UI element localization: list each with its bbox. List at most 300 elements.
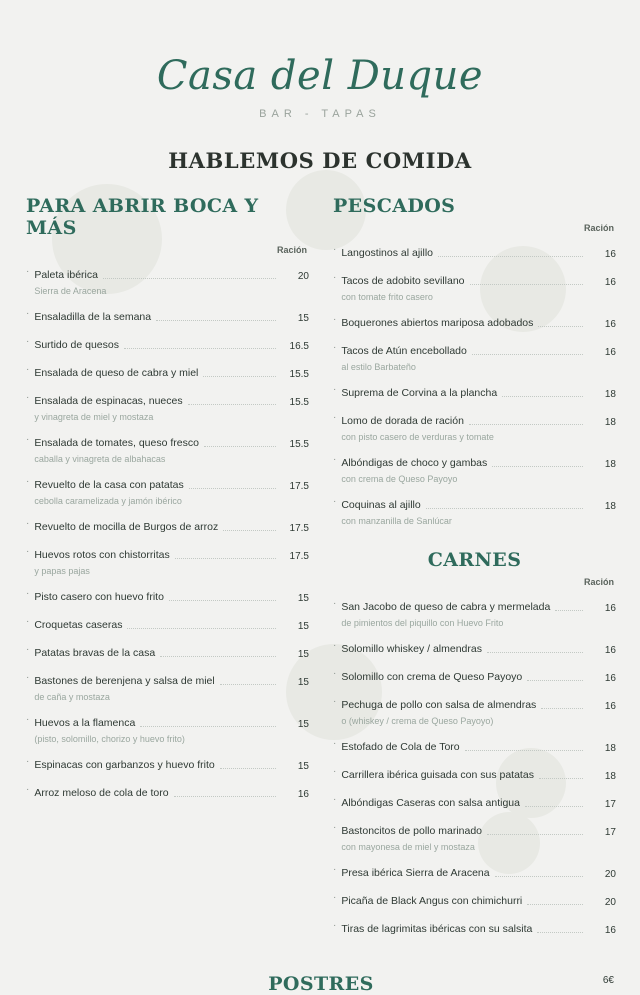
leader-dots	[527, 904, 583, 905]
page-title: HABLEMOS DE COMIDA	[168, 148, 472, 173]
menu-item-line	[341, 271, 616, 289]
menu-item-description: (pisto, solomillo, chorizo y huevo frito)	[34, 734, 185, 744]
menu-item-name: Coquinas al ajillo	[341, 499, 421, 511]
menu-item-price: 16	[604, 249, 616, 260]
bullet-icon: ·	[26, 714, 30, 725]
menu-item-line	[34, 517, 309, 535]
menu-item-price: 15	[297, 761, 309, 772]
menu-item-name: Estofado de Cola de Toro	[341, 741, 460, 753]
menu-item-price: 16.5	[289, 341, 309, 352]
leader-dots	[527, 680, 583, 681]
leader-dots	[188, 404, 276, 405]
bullet-icon: ·	[26, 434, 30, 445]
menu-item-name-block	[341, 863, 489, 881]
menu-item-body	[34, 713, 309, 745]
bullet-icon: ·	[26, 392, 30, 403]
menu-item-description: caballa y vinagreta de albahacas	[34, 454, 166, 464]
menu-item-price: 18	[604, 459, 616, 470]
menu-item-price: 16	[604, 277, 616, 288]
menu-item-price: 17.5	[289, 523, 309, 534]
bullet-icon: ·	[333, 668, 337, 679]
menu-item-body	[34, 335, 309, 353]
menu-item-price: 15	[297, 313, 309, 324]
menu-item-price: 16	[604, 701, 616, 712]
menu-item-name-block	[34, 363, 198, 381]
menu-item-body	[341, 667, 616, 685]
menu-item-name-block	[341, 411, 464, 429]
leader-dots	[160, 656, 276, 657]
bullet-icon: ·	[333, 766, 337, 777]
menu-item-price: 15	[297, 649, 309, 660]
menu-item-name: Pechuga de pollo con salsa de almendras	[341, 699, 537, 711]
menu-item-body	[34, 545, 309, 577]
menu-item-body	[34, 363, 309, 381]
left-column	[26, 195, 309, 947]
menu-item-price: 16	[297, 789, 309, 800]
menu-item-body	[341, 271, 616, 303]
ration-label: Ración	[583, 577, 614, 587]
leader-dots	[124, 348, 276, 349]
bullet-icon: ·	[333, 342, 337, 353]
menu-item-body	[34, 391, 309, 423]
menu-item	[333, 411, 616, 443]
menu-item-line	[341, 667, 616, 685]
menu-item-name: Albóndigas de choco y gambas	[341, 457, 488, 469]
menu-item-body	[34, 433, 309, 465]
leader-dots	[470, 284, 583, 285]
menu-item-line	[341, 453, 616, 471]
brand-header	[0, 0, 640, 120]
menu-item-name: Arroz meloso de cola de toro	[34, 787, 169, 799]
menu-item-body	[34, 783, 309, 801]
menu-item-name: Suprema de Corvina a la plancha	[341, 387, 498, 399]
menu-item-body	[341, 891, 616, 909]
menu-item-price: 16	[604, 347, 616, 358]
postres-section	[0, 973, 640, 995]
leader-dots	[472, 354, 583, 355]
menu-item-line	[34, 643, 309, 661]
menu-item-name-block	[341, 667, 522, 685]
bullet-icon: ·	[333, 272, 337, 283]
section-title-pescados: PESCADOS	[333, 195, 456, 217]
menu-item-name: San Jacobo de queso de cabra y mermelada	[341, 601, 551, 613]
menu-item-body	[34, 265, 309, 297]
menu-item	[333, 313, 616, 331]
menu-item-name: Bastoncitos de pollo marinado	[341, 825, 483, 837]
menu-item	[333, 597, 616, 629]
menu-item	[333, 271, 616, 303]
menu-item-name: Picaña de Black Angus con chimichurri	[341, 895, 523, 907]
menu-item-body	[34, 517, 309, 535]
menu-item-price: 18	[604, 771, 616, 782]
menu-item-line	[34, 335, 309, 353]
menu-item	[26, 783, 309, 801]
menu-item-name-block	[341, 765, 534, 783]
menu-item-price: 18	[604, 389, 616, 400]
menu-item-body	[34, 671, 309, 703]
menu-item	[26, 363, 309, 381]
right-column	[333, 195, 616, 947]
menu-item-name-block	[34, 783, 168, 801]
bullet-icon: ·	[26, 756, 30, 767]
menu-columns	[0, 195, 640, 947]
menu-item-line	[341, 313, 616, 331]
menu-item-line	[341, 639, 616, 657]
menu-item	[333, 765, 616, 783]
menu-item-price: 15	[297, 621, 309, 632]
menu-item-description: de pimientos del piquillo con Huevo Frito	[341, 618, 504, 628]
menu-item-body	[341, 695, 616, 727]
menu-item-line	[341, 919, 616, 937]
menu-item-description: con mayonesa de miel y mostaza	[341, 842, 475, 852]
menu-item-name-block	[341, 383, 497, 401]
menu-item-name-block	[341, 821, 482, 839]
menu-item-name: Croquetas caseras	[34, 619, 123, 631]
menu-item	[333, 639, 616, 657]
leader-dots	[189, 488, 276, 489]
menu-item-name-block	[34, 643, 155, 661]
menu-item-line	[34, 307, 309, 325]
menu-item-body	[341, 919, 616, 937]
menu-item-body	[341, 313, 616, 331]
menu-item-name-block	[341, 695, 536, 713]
menu-item-line	[341, 765, 616, 783]
menu-item	[26, 307, 309, 325]
menu-item-name-block	[34, 307, 151, 325]
menu-item-name-block	[341, 495, 420, 513]
bullet-icon: ·	[333, 412, 337, 423]
menu-item-name: Huevos a la flamenca	[34, 717, 136, 729]
bullet-icon: ·	[333, 640, 337, 651]
leader-dots	[469, 424, 583, 425]
leader-dots	[492, 466, 583, 467]
bullet-icon: ·	[26, 518, 30, 529]
menu-item-name: Solomillo con crema de Queso Payoyo	[341, 671, 523, 683]
menu-item-price: 20	[604, 897, 616, 908]
bullet-icon: ·	[26, 588, 30, 599]
menu-item-name: Paleta ibérica	[34, 269, 98, 281]
menu-item	[333, 341, 616, 373]
menu-item	[333, 891, 616, 909]
menu-item-body	[34, 475, 309, 507]
menu-item-description: con crema de Queso Payoyo	[341, 474, 458, 484]
bullet-icon: ·	[26, 546, 30, 557]
menu-item-line	[34, 391, 309, 409]
menu-item-name: Bastones de berenjena y salsa de miel	[34, 675, 215, 687]
menu-item-line	[34, 755, 309, 773]
ration-label: Ración	[276, 245, 307, 255]
menu-item-name: Huevos rotos con chistorritas	[34, 549, 170, 561]
leader-dots	[220, 684, 276, 685]
menu-item-line	[34, 713, 309, 731]
menu-item-body	[34, 587, 309, 605]
menu-item-name-block	[34, 545, 169, 563]
menu-item-description: Sierra de Aracena	[34, 286, 107, 296]
restaurant-tagline: BAR - TAPAS	[259, 108, 381, 120]
leader-dots	[103, 278, 276, 279]
menu-item-price: 16	[604, 925, 616, 936]
menu-item-price: 15.5	[289, 397, 309, 408]
postres-price: 6€	[602, 975, 614, 986]
leader-dots	[502, 396, 583, 397]
leader-dots	[438, 256, 583, 257]
menu-item-name-block	[341, 453, 487, 471]
bullet-icon: ·	[333, 496, 337, 507]
ration-header-carnes	[333, 577, 616, 587]
leader-dots	[220, 768, 276, 769]
menu-item-line	[341, 737, 616, 755]
menu-item-line	[341, 695, 616, 713]
menu-item	[333, 863, 616, 881]
carnes-item-list	[333, 597, 616, 937]
menu-item	[26, 545, 309, 577]
menu-item-description: cebolla caramelizada y jamón ibérico	[34, 496, 182, 506]
bullet-icon: ·	[333, 920, 337, 931]
menu-item-description: con pisto casero de verduras y tomate	[341, 432, 494, 442]
leader-dots	[174, 796, 276, 797]
ration-label: Ración	[583, 223, 614, 233]
section-title-postres: POSTRES	[268, 973, 374, 995]
menu-item-line	[341, 341, 616, 359]
menu-item-body	[341, 453, 616, 485]
bullet-icon: ·	[333, 864, 337, 875]
menu-item-name-block	[341, 341, 467, 359]
menu-item-body	[341, 411, 616, 443]
menu-item-name-block	[34, 615, 122, 633]
menu-item-name: Patatas bravas de la casa	[34, 647, 156, 659]
menu-item-line	[34, 433, 309, 451]
menu-item-line	[34, 265, 309, 283]
menu-item-body	[341, 765, 616, 783]
bullet-icon: ·	[333, 892, 337, 903]
bullet-icon: ·	[26, 266, 30, 277]
bullet-icon: ·	[26, 672, 30, 683]
menu-item-body	[34, 643, 309, 661]
menu-item-name: Tacos de adobito sevillano	[341, 275, 465, 287]
menu-item-line	[341, 383, 616, 401]
menu-item-line	[34, 615, 309, 633]
leader-dots	[204, 446, 276, 447]
menu-item-body	[341, 821, 616, 853]
bullet-icon: ·	[26, 644, 30, 655]
menu-item-price: 17.5	[289, 481, 309, 492]
menu-item-name-block	[34, 671, 214, 689]
menu-item-body	[341, 597, 616, 629]
menu-item	[26, 755, 309, 773]
menu-item-name: Revuelto de la casa con patatas	[34, 479, 184, 491]
menu-item-price: 18	[604, 743, 616, 754]
menu-item-name-block	[341, 597, 550, 615]
menu-item	[333, 453, 616, 485]
leader-dots	[203, 376, 276, 377]
menu-item	[333, 243, 616, 261]
menu-item-body	[341, 737, 616, 755]
menu-item	[26, 391, 309, 423]
bullet-icon: ·	[26, 784, 30, 795]
menu-item-description: o (whiskey / crema de Queso Payoyo)	[341, 716, 494, 726]
bullet-icon: ·	[26, 308, 30, 319]
menu-item-body	[341, 863, 616, 881]
ration-header-pescados	[333, 223, 616, 233]
menu-item	[333, 383, 616, 401]
menu-item-name: Ensalada de tomates, queso fresco	[34, 437, 199, 449]
menu-item-description: de caña y mostaza	[34, 692, 110, 702]
menu-item-name-block	[34, 391, 182, 409]
leader-dots	[538, 326, 583, 327]
menu-item-price: 20	[297, 271, 309, 282]
menu-item	[333, 667, 616, 685]
menu-item-price: 15	[297, 719, 309, 730]
bullet-icon: ·	[26, 336, 30, 347]
menu-item	[333, 737, 616, 755]
menu-item-body	[341, 243, 616, 261]
menu-item-name: Surtido de quesos	[34, 339, 119, 351]
leader-dots	[127, 628, 276, 629]
menu-item-description: con manzanilla de Sanlúcar	[341, 516, 452, 526]
menu-item-name-block	[341, 271, 464, 289]
menu-item-name: Ensalada de queso de cabra y miel	[34, 367, 199, 379]
menu-item-line	[34, 545, 309, 563]
restaurant-name: Casa del Duque	[156, 53, 484, 99]
menu-item-name-block	[34, 587, 164, 605]
menu-item-price: 16	[604, 603, 616, 614]
menu-item-name: Langostinos al ajillo	[341, 247, 433, 259]
menu-item-line	[34, 587, 309, 605]
menu-item	[333, 495, 616, 527]
menu-item-name-block	[341, 639, 482, 657]
menu-item-price: 17	[604, 827, 616, 838]
bullet-icon: ·	[333, 696, 337, 707]
menu-item-name: Ensalada de espinacas, nueces	[34, 395, 183, 407]
menu-item	[26, 517, 309, 535]
leader-dots	[495, 876, 583, 877]
leader-dots	[223, 530, 276, 531]
menu-item	[26, 335, 309, 353]
menu-item-price: 17	[604, 799, 616, 810]
leader-dots	[541, 708, 583, 709]
menu-item-price: 18	[604, 417, 616, 428]
menu-item-name-block	[34, 713, 135, 731]
menu-item-price: 16	[604, 645, 616, 656]
menu-item-name-block	[34, 335, 119, 353]
section-title-carnes: CARNES	[427, 549, 522, 571]
leader-dots	[537, 932, 583, 933]
bullet-icon: ·	[26, 364, 30, 375]
menu-item-line	[341, 495, 616, 513]
menu-item	[333, 695, 616, 727]
bullet-icon: ·	[333, 738, 337, 749]
menu-item-body	[341, 383, 616, 401]
menu-item	[333, 793, 616, 811]
menu-item-name: Boquerones abiertos mariposa adobados	[341, 317, 534, 329]
menu-item-name-block	[34, 433, 199, 451]
menu-item-description: y vinagreta de miel y mostaza	[34, 412, 154, 422]
menu-item-body	[34, 755, 309, 773]
leader-dots	[525, 806, 583, 807]
menu-item-line	[341, 821, 616, 839]
menu-item-price: 15.5	[289, 369, 309, 380]
menu-item-price: 17.5	[289, 551, 309, 562]
menu-item	[26, 433, 309, 465]
menu-item-name: Carrillera ibérica guisada con sus patatas	[341, 769, 534, 781]
menu-item-price: 15	[297, 677, 309, 688]
bullet-icon: ·	[333, 794, 337, 805]
bullet-icon: ·	[333, 598, 337, 609]
leader-dots	[487, 834, 583, 835]
menu-item-description: con tomate frito casero	[341, 292, 433, 302]
menu-item	[26, 475, 309, 507]
menu-item	[26, 587, 309, 605]
menu-item-name: Pisto casero con huevo frito	[34, 591, 164, 603]
menu-item	[26, 671, 309, 703]
menu-item-name: Solomillo whiskey / almendras	[341, 643, 482, 655]
leader-dots	[156, 320, 276, 321]
menu-item-name-block	[34, 475, 183, 493]
menu-item-price: 20	[604, 869, 616, 880]
menu-item-line	[341, 891, 616, 909]
menu-item-name: Ensaladilla de la semana	[34, 311, 152, 323]
menu-item-body	[34, 307, 309, 325]
ration-header-left	[26, 245, 309, 255]
leader-dots	[140, 726, 276, 727]
menu-item-name-block	[34, 517, 218, 535]
leader-dots	[555, 610, 583, 611]
menu-item-name: Lomo de dorada de ración	[341, 415, 464, 427]
menu-item-price: 18	[604, 501, 616, 512]
left-item-list	[26, 265, 309, 801]
menu-item-name-block	[341, 737, 459, 755]
leader-dots	[487, 652, 583, 653]
menu-item-name: Espinacas con garbanzos y huevo frito	[34, 759, 215, 771]
menu-item-line	[34, 783, 309, 801]
menu-item-body	[341, 341, 616, 373]
menu-item	[26, 643, 309, 661]
menu-item-name: Tacos de Atún encebollado	[341, 345, 467, 357]
menu-item-name-block	[341, 313, 533, 331]
pescados-item-list	[333, 243, 616, 527]
menu-item-line	[34, 671, 309, 689]
menu-item-line	[341, 597, 616, 615]
menu-item	[26, 713, 309, 745]
section-title-para-abrir-boca: PARA ABRIR BOCA Y MÁS	[26, 195, 259, 239]
menu-item	[333, 919, 616, 937]
leader-dots	[465, 750, 583, 751]
menu-item-name-block	[341, 891, 522, 909]
leader-dots	[169, 600, 276, 601]
menu-item-name-block	[341, 243, 433, 261]
menu-item-name-block	[34, 755, 214, 773]
bullet-icon: ·	[333, 454, 337, 465]
menu-item-line	[341, 411, 616, 429]
bullet-icon: ·	[26, 476, 30, 487]
menu-item-name: Revuelto de mocilla de Burgos de arroz	[34, 521, 219, 533]
menu-item	[26, 615, 309, 633]
menu-item	[333, 821, 616, 853]
menu-item-price: 15.5	[289, 439, 309, 450]
menu-item	[26, 265, 309, 297]
leader-dots	[426, 508, 583, 509]
menu-item-price: 16	[604, 319, 616, 330]
menu-item-body	[341, 639, 616, 657]
menu-item-description: al estilo Barbateño	[341, 362, 416, 372]
leader-dots	[175, 558, 276, 559]
menu-item-line	[34, 363, 309, 381]
menu-item-price: 15	[297, 593, 309, 604]
menu-item-name-block	[341, 793, 520, 811]
menu-item-body	[34, 615, 309, 633]
menu-item-description: y papas pajas	[34, 566, 90, 576]
menu-item-line	[341, 793, 616, 811]
